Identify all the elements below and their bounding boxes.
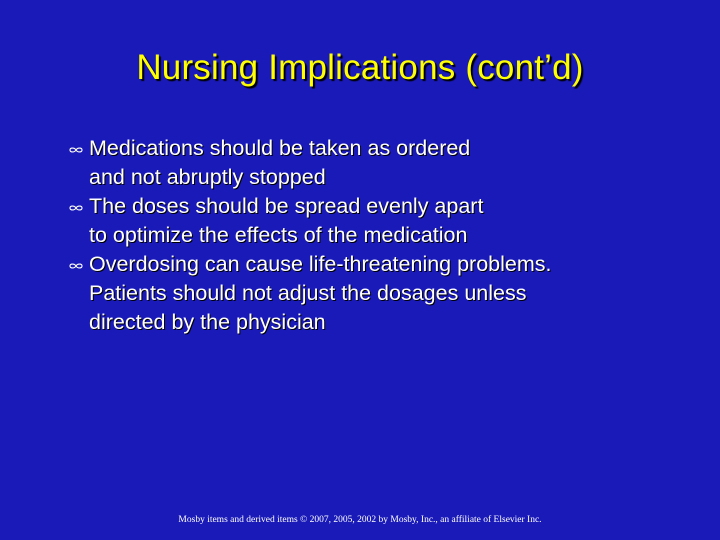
infinity-bullet-icon [69, 205, 83, 211]
bullet-line: The doses should be spread evenly apart [89, 194, 484, 218]
infinity-bullet-icon [69, 263, 83, 269]
bullet-line: directed by the physician [89, 310, 326, 334]
infinity-bullet-icon [69, 147, 83, 153]
bullet-text [89, 250, 672, 337]
bullet-list [72, 134, 672, 337]
bullet-line: and not abruptly stopped [89, 165, 326, 189]
bullet-line: Overdosing can cause life-threatening problems. [89, 252, 552, 276]
bullet-line: Medications should be taken as ordered [89, 136, 471, 160]
slide-title: Nursing Implications (cont’d) [136, 48, 584, 87]
bullet-text [89, 134, 672, 192]
copyright-footer: Mosby items and derived items © 2007, 2005, 2002 by Mosby, Inc., an affiliate of Elsevier Inc. [178, 515, 542, 525]
bullet-line: Patients should not adjust the dosages unless [89, 281, 527, 305]
bullet-line: to optimize the effects of the medication [89, 223, 468, 247]
bullet-text [89, 192, 672, 250]
bullet-item [72, 250, 672, 337]
bullet-item [72, 192, 672, 250]
bullet-item [72, 134, 672, 192]
